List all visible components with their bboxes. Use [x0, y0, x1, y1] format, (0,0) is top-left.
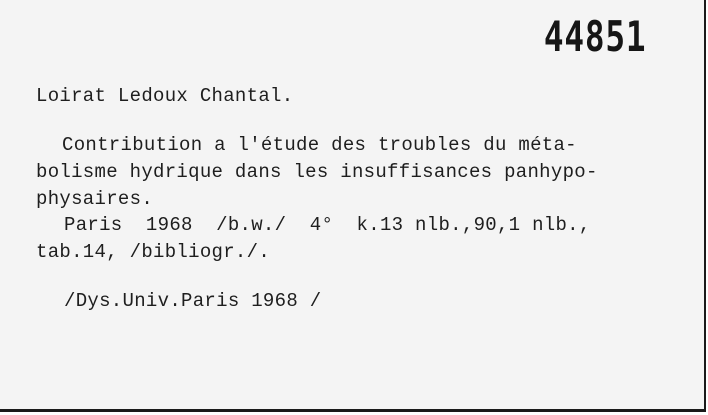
- imprint-line-2: tab.14, /bibliogr./.: [36, 241, 271, 263]
- title-line-3: physaires.: [36, 188, 154, 210]
- dissertation-note: /Dys.Univ.Paris 1968 /: [64, 290, 322, 312]
- author-name: Loirat Ledoux Chantal.: [36, 85, 294, 107]
- title-line-1: Contribution a l'étude des troubles du méta-: [62, 134, 577, 156]
- card-number: 44851: [543, 12, 646, 61]
- title-line-2: bolisme hydrique dans les insuffisances panhypo-: [36, 161, 598, 183]
- imprint-line-1: Paris 1968 /b.w./ 4° k.13 nlb.,90,1 nlb.,: [64, 214, 591, 236]
